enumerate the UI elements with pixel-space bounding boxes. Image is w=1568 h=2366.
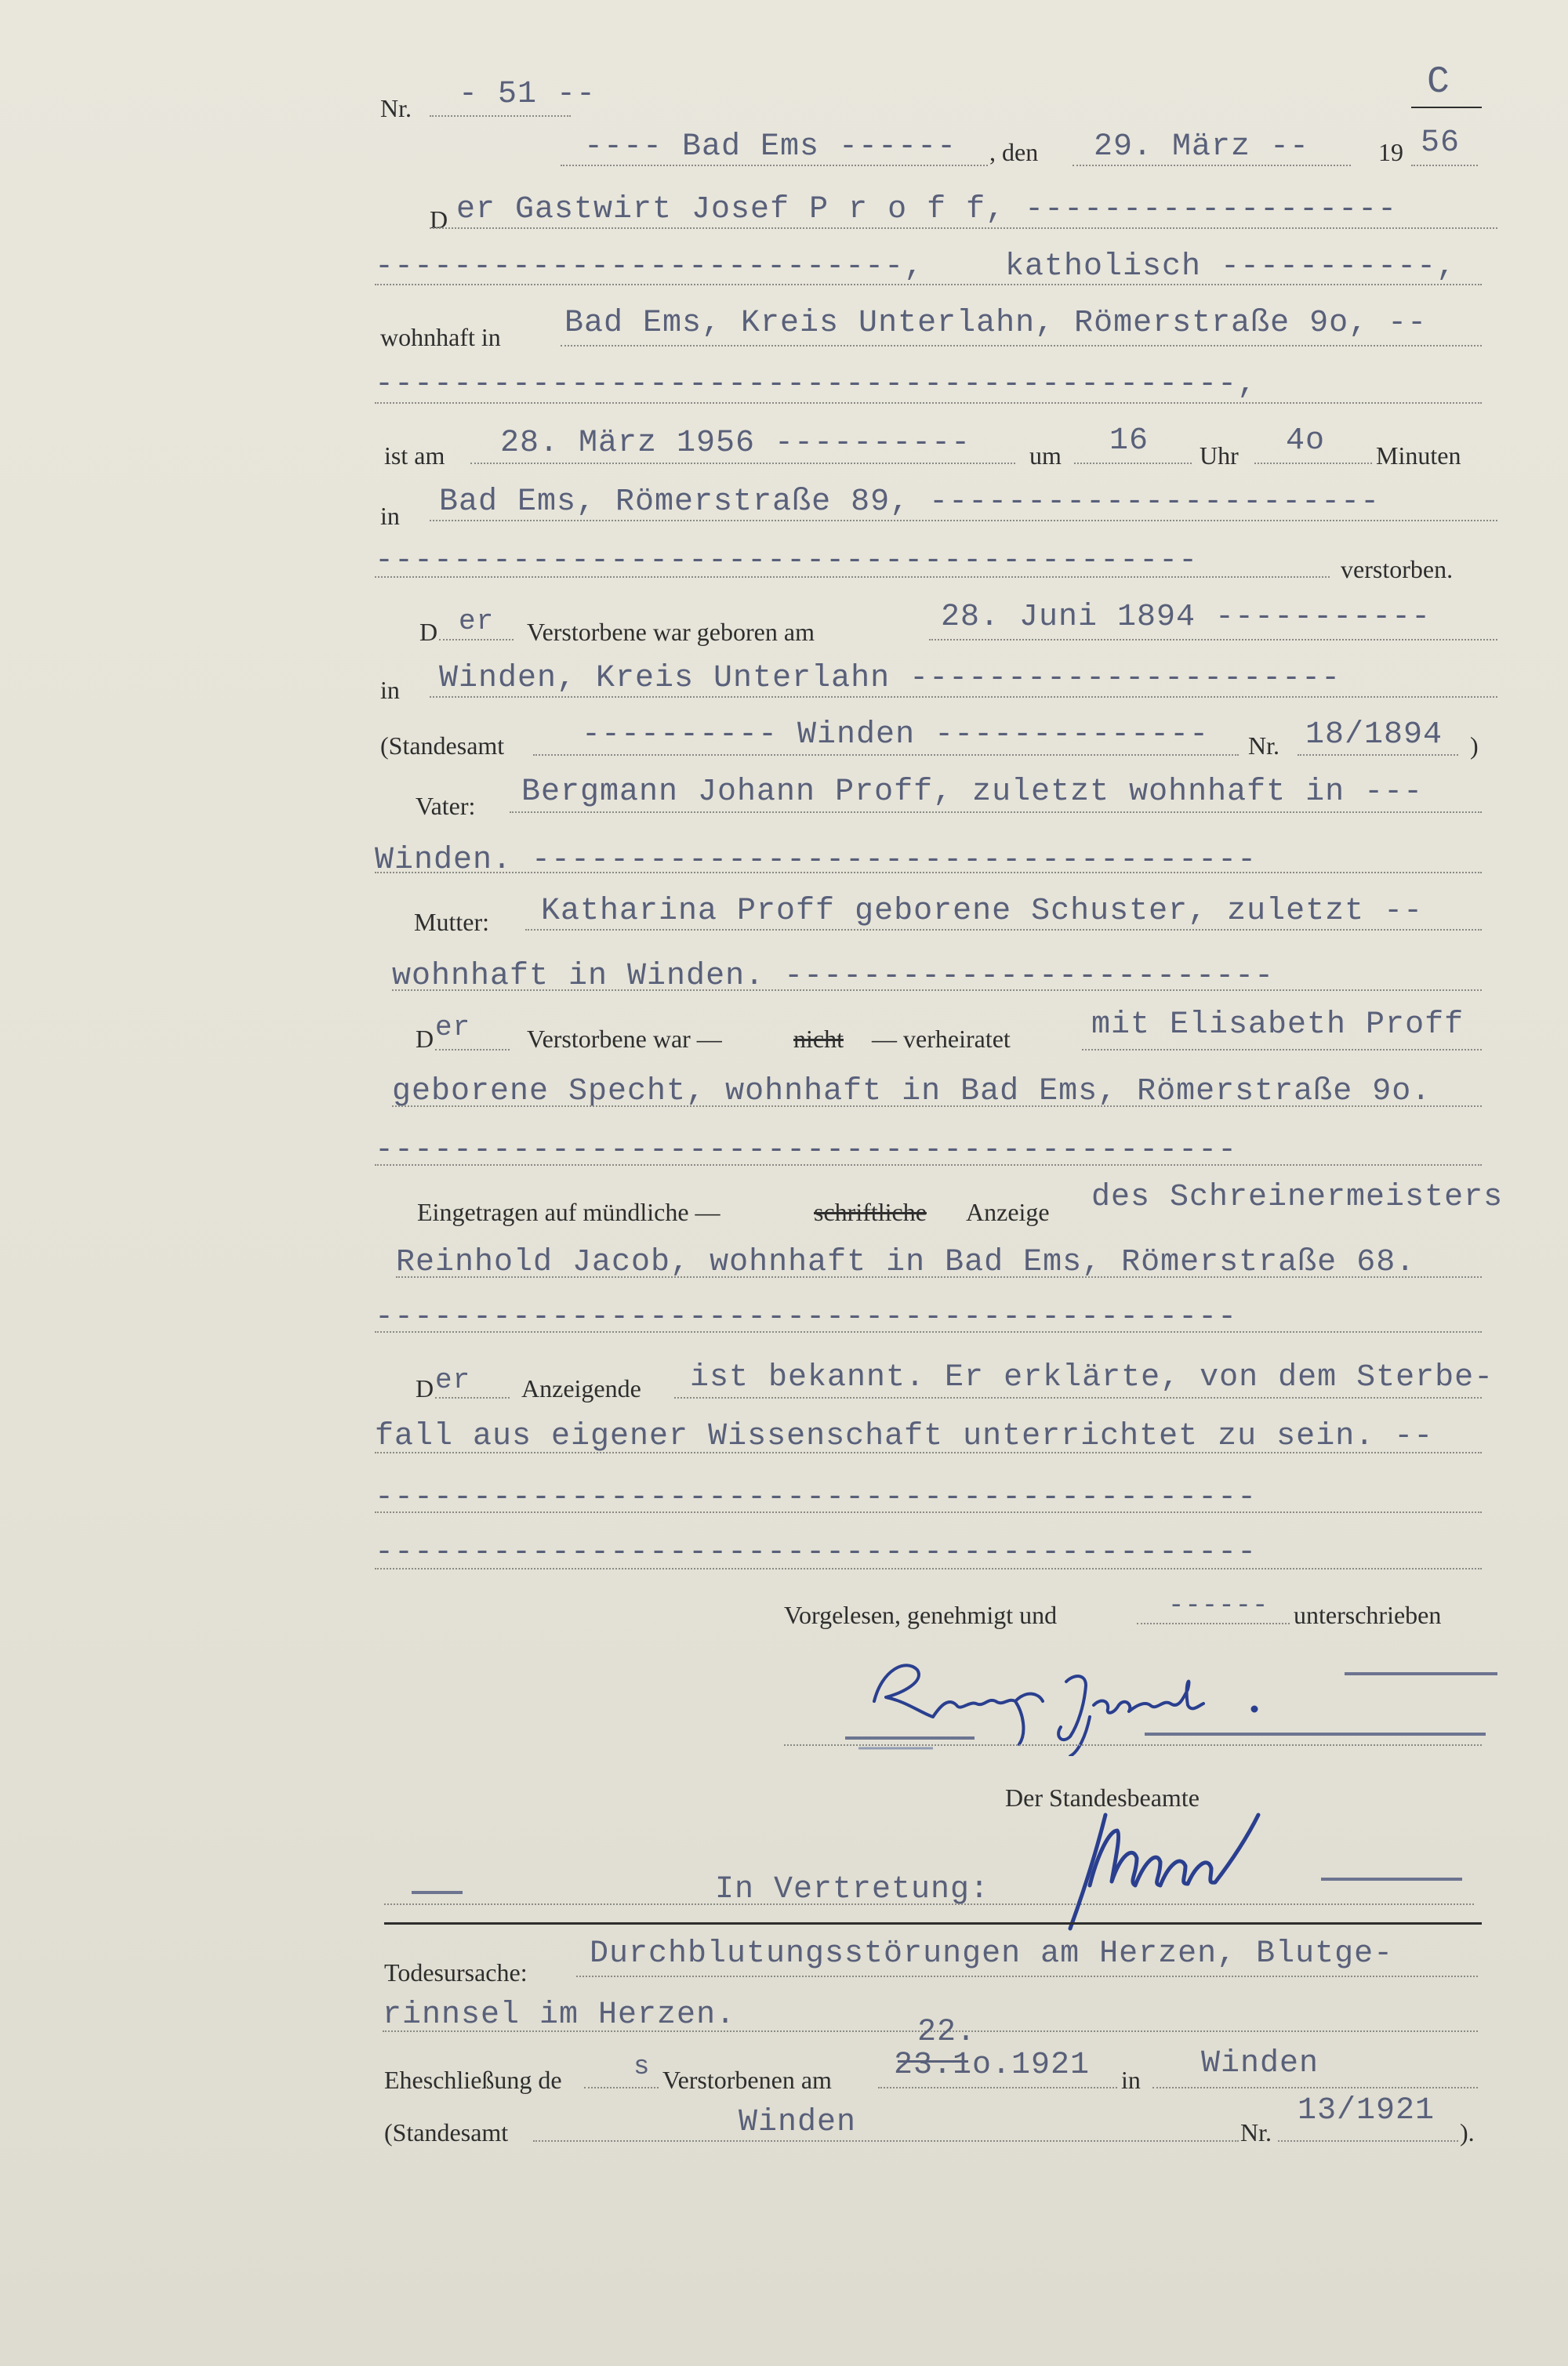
marital-er: er [435,1011,471,1043]
deceased-name-line: er Gastwirt Josef P r o f f, ------------------- [456,192,1398,227]
letter-underline [1411,107,1482,108]
birth-label: Verstorbene war geboren am [527,618,815,646]
death-date: 28. März 1956 ---------- [500,426,971,461]
mother-line1: Katharina Proff geborene Schuster, zuletzt -- [541,894,1424,929]
birth-d-prefix: D [419,618,438,646]
year-prefix: 19 [1378,138,1403,166]
death-hour: 16 [1109,423,1149,459]
mother-line2: wohnhaft in Winden. ------------------------- [392,959,1275,994]
informant-d-prefix: D [416,1374,434,1403]
birth-standesamt-label: (Standesamt [380,731,505,760]
father-label: Vater: [416,792,476,820]
marriage-close: ). [1460,2118,1475,2146]
dotted-line [533,754,1239,756]
marriage-standesamt-label: (Standesamt [384,2118,509,2146]
signature-line-mark [1345,1672,1497,1675]
in-vertretung: In Vertretung: [715,1872,990,1907]
verstorben-label: verstorben. [1341,555,1454,583]
nr-label: Nr. [380,94,412,122]
registered-line1: des Schreinermeisters [1091,1180,1504,1215]
informant-line2: fall aus eigener Wissenschaft unterrichtet zu sein. -- [375,1419,1434,1454]
dotted-line [430,696,1497,698]
dotted-line [1073,165,1351,166]
informant-line3: --------------------------------------------- [375,1480,1258,1515]
minuten-label: Minuten [1376,441,1461,470]
dotted-line [375,576,1330,578]
ist-am-label: ist am [384,441,445,470]
father-line1: Bergmann Johann Proff, zuletzt wohnhaft in --- [521,775,1424,810]
dotted-line [375,1511,1482,1513]
informant-er: er [435,1364,471,1396]
birth-place: Winden, Kreis Unterlahn ---------------------- [439,661,1341,696]
marriage-in-label: in [1121,2066,1141,2094]
birth-date: 28. Juni 1894 ----------- [941,600,1432,635]
dotted-line [375,1452,1482,1453]
dotted-line [430,227,1497,229]
registered-line3: -------------------------------------------- [375,1300,1238,1335]
dotted-line [784,1744,1482,1746]
dotted-line [1254,463,1372,464]
signature-line-mark [845,1736,975,1740]
dotted-line [470,463,1015,464]
deceased-d-prefix: D [430,205,448,234]
marriage-label-a: Eheschließung de [384,2066,562,2094]
registry-place: ---- Bad Ems ------ [584,129,957,165]
dotted-line [561,345,1482,347]
marital-struck-word: nicht [793,1025,844,1053]
cause-of-death-line2: rinnsel im Herzen. [383,1998,736,2033]
marital-d-prefix: D [416,1025,434,1053]
dotted-line [375,402,1482,404]
dotted-line [1074,463,1192,464]
den-label: , den [989,138,1039,166]
in-label: in [380,502,400,530]
marriage-register-number: 13/1921 [1298,2093,1436,2128]
dotted-line [375,1568,1482,1569]
unterschrieben-label: unterschrieben [1294,1601,1442,1629]
birth-register-number: 18/1894 [1305,717,1443,753]
dotted-line [1278,2140,1458,2142]
dotted-line [878,2087,1117,2088]
wohnhaft-label: wohnhaft in [380,323,501,351]
informant-label: Anzeigende [521,1374,641,1403]
registered-label-b: Anzeige [966,1198,1050,1226]
birth-close: ) [1470,731,1479,760]
father-line2: Winden. ------------------------------------- [375,843,1258,878]
marriage-label-b: Verstorbenen am [662,2066,832,2094]
marriage-standesamt: Winden [739,2105,857,2140]
dotted-line [576,1976,1478,1977]
um-label: um [1029,441,1062,470]
dotted-line [435,1397,510,1399]
marital-label-a: Verstorbene war — [527,1025,722,1053]
registered-struck-word: schriftliche [814,1198,927,1226]
registrar-signature [1043,1799,1309,1932]
dotted-line [561,165,988,166]
marriage-date: 23.1o.1921 [894,2048,1091,2083]
birth-standesamt: ---------- Winden -------------- [582,717,1210,753]
marriage-nr-label: Nr. [1240,2118,1272,2146]
dotted-line [430,520,1497,521]
register-number: - 51 -- [459,77,597,112]
dotted-line [929,639,1497,640]
dotted-line [430,115,571,117]
uhr-label: Uhr [1200,441,1239,470]
year-suffix: 56 [1421,125,1461,161]
dotted-line [1411,165,1478,166]
dotted-line [584,2087,659,2088]
dotted-line [439,639,514,640]
dotted-line [375,872,1482,873]
cause-of-death-line1: Durchblutungsstörungen am Herzen, Blutge- [590,1936,1394,1972]
birth-er: er [459,605,495,637]
standesbeamte-label: Der Standesbeamte [1005,1784,1200,1812]
death-minutes: 4o [1286,423,1326,459]
strike-mark [898,2060,968,2063]
dotted-line [375,1164,1482,1166]
dash-fill: ---------------------------, [375,249,924,285]
dotted-line [1137,1623,1290,1624]
register-letter: C [1427,61,1450,103]
religion: katholisch -----------, [1005,249,1457,285]
marriage-place: Winden [1201,2046,1319,2081]
dotted-line [435,1049,510,1051]
dotted-line [392,1105,1482,1107]
dash-fill: --------------------------------------------, [375,367,1258,402]
registered-line2: Reinhold Jacob, wohnhaft in Bad Ems, Römerstraße 68. [396,1245,1416,1280]
dotted-line [375,284,1482,285]
birth-nr-label: Nr. [1248,731,1279,760]
dotted-line [674,1397,1482,1399]
dotted-line [1082,1049,1482,1051]
marital-line2: geborene Specht, wohnhaft in Bad Ems, Römerstraße 9o. [392,1074,1432,1109]
marital-line3: -------------------------------------------- [375,1133,1238,1168]
birth-in-label: in [380,676,400,704]
registry-date: 29. März -- [1094,129,1310,165]
todesursache-label: Todesursache: [384,1958,528,1987]
residence-address: Bad Ems, Kreis Unterlahn, Römerstraße 9o, -- [564,306,1428,341]
dash-fill: ------------------------------------------ [375,543,1199,579]
dotted-line [510,811,1482,813]
dotted-line [1152,2087,1478,2088]
signature-line-mark [412,1891,463,1894]
death-place: Bad Ems, Römerstraße 89, ----------------------- [439,484,1381,520]
informant-line1: ist bekannt. Er erklärte, von dem Sterbe- [690,1360,1494,1395]
dotted-line [375,1331,1482,1333]
marriage-date-correction: 22. [917,2015,977,2050]
dotted-line [392,989,1482,991]
dotted-line [396,1276,1482,1278]
marriage-s: s [633,2052,651,2082]
signature-line-mark [1145,1733,1486,1736]
vorgelesen-label: Vorgelesen, genehmigt und [784,1601,1058,1629]
dotted-line [533,2140,1239,2142]
registered-label-a: Eingetragen auf mündliche — [417,1198,720,1226]
dotted-line [525,929,1482,931]
vorgelesen-dashes: ------ [1168,1591,1269,1621]
dotted-line [1298,754,1458,756]
footer-separator [384,1922,1482,1925]
marital-line1: mit Elisabeth Proff [1091,1007,1465,1043]
marital-label-b: — verheiratet [872,1025,1011,1053]
dotted-line [384,1903,1474,1905]
informant-line4: --------------------------------------------- [375,1535,1258,1570]
mother-label: Mutter: [414,908,489,936]
signature-line-mark [1321,1878,1462,1881]
